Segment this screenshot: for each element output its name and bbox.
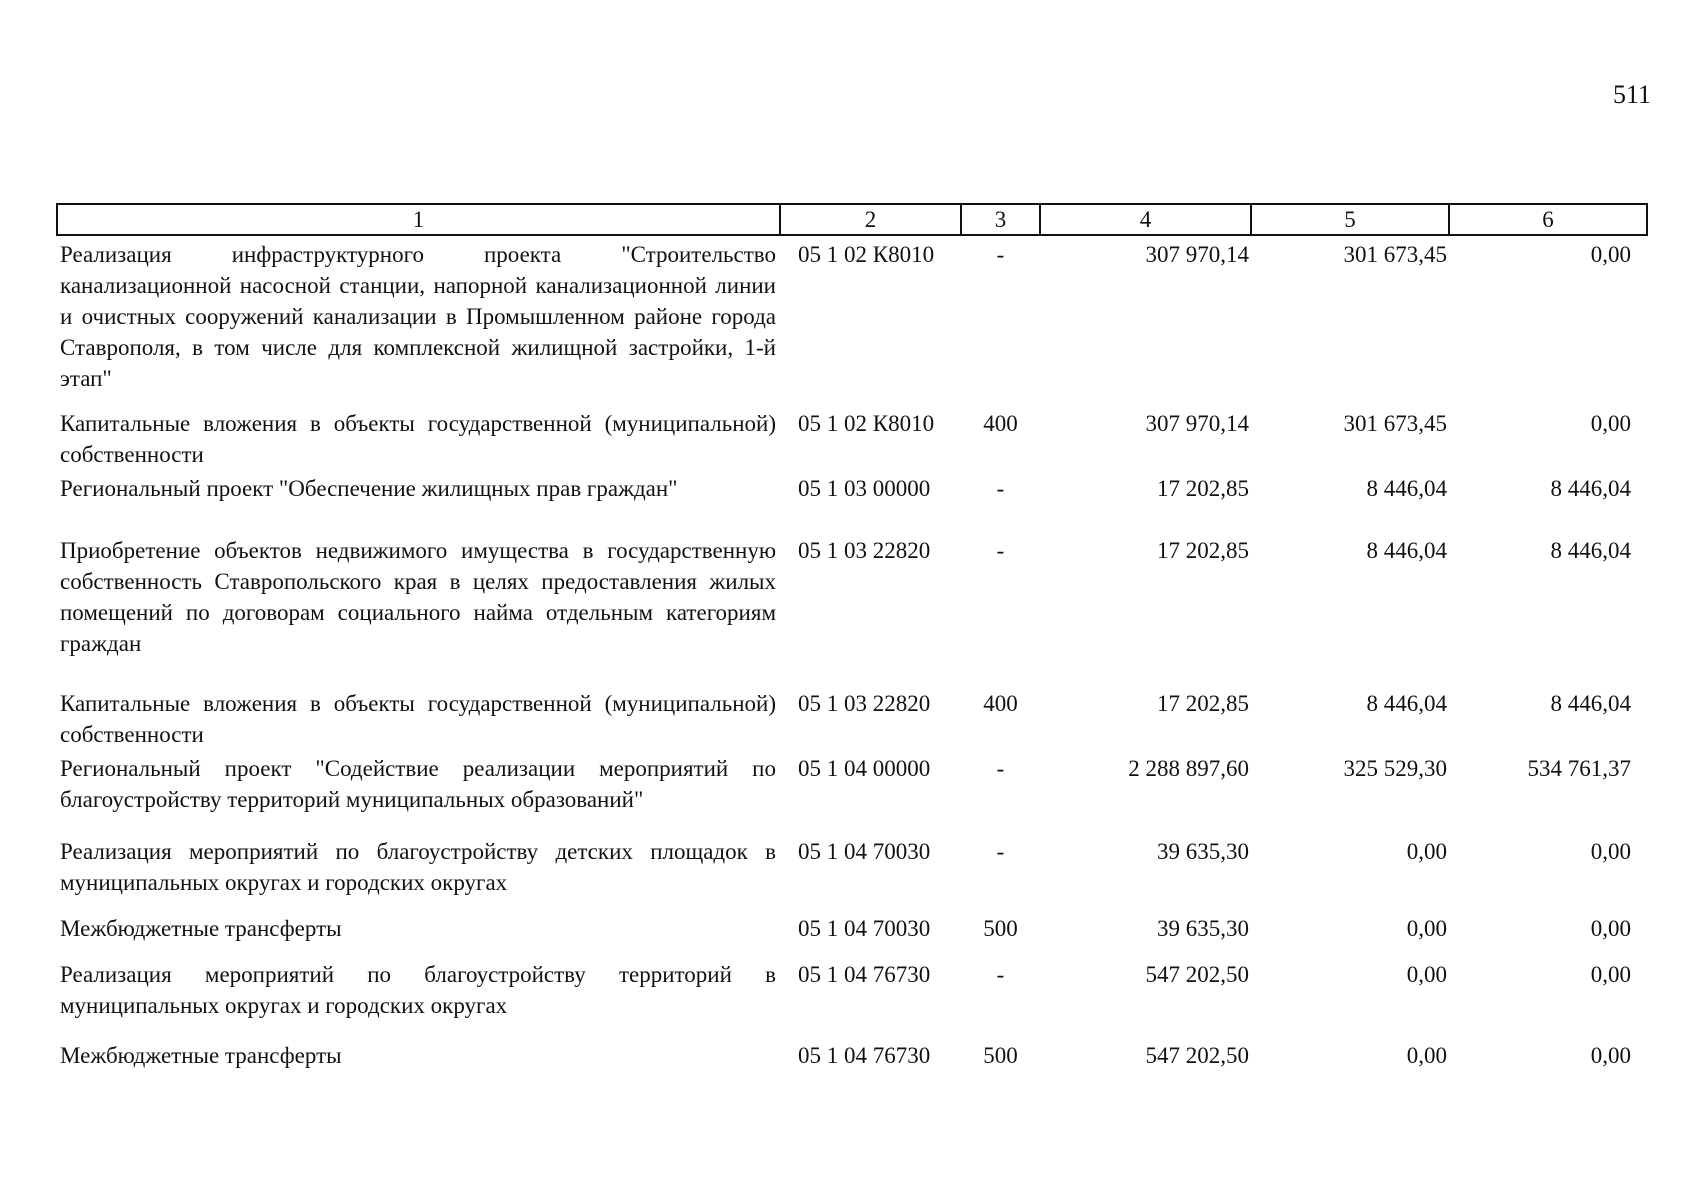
row-code: 05 1 04 70030: [798, 839, 931, 864]
table-body: [57, 235, 1647, 1080]
row-value-5: 301 673,45: [1343, 242, 1447, 267]
budget-table: [56, 203, 1648, 1080]
row-value-5: 0,00: [1406, 962, 1447, 987]
row-name: Капитальные вложения в объекты государственной (муниципальной) собственности: [60, 691, 776, 747]
row-name: Региональный проект "Обеспечение жилищных прав граждан": [60, 476, 678, 501]
row-name: Региональный проект "Содействие реализации мероприятий по благоустройству территорий муниципальных образований": [60, 756, 776, 812]
row-value-6: 8 446,04: [1550, 476, 1631, 501]
row-value-6: 8 446,04: [1550, 538, 1631, 563]
row-code: 05 1 03 00000: [798, 476, 931, 501]
table-row: [57, 956, 1647, 1037]
row-name: Межбюджетные трансферты: [60, 916, 342, 941]
row-value-4: 39 635,30: [1157, 916, 1249, 941]
table-row: [57, 235, 1647, 405]
table-row: [57, 750, 1647, 833]
row-name: Межбюджетные трансферты: [60, 1043, 342, 1068]
row-value-5: 8 446,04: [1366, 538, 1447, 563]
row-name: Приобретение объектов недвижимого имущества в государственную собственность Ставропольского края в целях предоставления жилых помещений по договорам социального найма отдельным категориям граждан: [60, 538, 776, 656]
row-name: Реализация инфраструктурного проекта "Строительство канализационной насосной станции, напорной канализационной линии и очистных сооружений канализации в Промышленном районе города Ставрополя, в том числе для комплексной жилищной застройки, 1-й этап": [60, 242, 776, 391]
row-expense-type: -: [996, 756, 1005, 781]
row-expense-type: -: [996, 839, 1005, 864]
row-expense-type: 500: [983, 1043, 1018, 1068]
header-row: [57, 204, 1647, 235]
row-value-4: 17 202,85: [1157, 538, 1249, 563]
row-value-5: 8 446,04: [1366, 476, 1447, 501]
row-code: 05 1 04 70030: [798, 916, 931, 941]
row-expense-type: 500: [983, 916, 1018, 941]
row-value-5: 0,00: [1406, 1043, 1447, 1068]
row-code: 05 1 04 00000: [798, 756, 931, 781]
table-header: [57, 204, 1647, 235]
row-code: 05 1 03 22820: [798, 691, 931, 716]
row-value-6: 0,00: [1590, 916, 1631, 941]
row-expense-type: 400: [983, 411, 1018, 436]
row-value-5: 0,00: [1406, 839, 1447, 864]
row-expense-type: -: [996, 242, 1005, 267]
row-expense-type: -: [996, 476, 1005, 501]
row-value-6: 0,00: [1590, 242, 1631, 267]
table-row: [57, 910, 1647, 956]
row-code: 05 1 03 22820: [798, 538, 931, 563]
row-value-6: 534 761,37: [1527, 756, 1631, 781]
row-value-4: 17 202,85: [1157, 691, 1249, 716]
column-header-5: 5: [1251, 204, 1449, 235]
row-name: Реализация мероприятий по благоустройству детских площадок в муниципальных округах и городских округах: [60, 839, 776, 895]
table-row: [57, 833, 1647, 910]
row-value-6: 0,00: [1590, 839, 1631, 864]
row-value-4: 547 202,50: [1145, 962, 1249, 987]
column-header-3: 3: [961, 204, 1040, 235]
table-row: [57, 405, 1647, 470]
column-header-6: 6: [1449, 204, 1647, 235]
row-value-6: 8 446,04: [1550, 691, 1631, 716]
row-value-5: 8 446,04: [1366, 691, 1447, 716]
row-value-5: 325 529,30: [1343, 756, 1447, 781]
row-code: 05 1 02 К8010: [798, 411, 935, 436]
table-row: [57, 1037, 1647, 1080]
row-value-6: 0,00: [1590, 1043, 1631, 1068]
row-value-4: 307 970,14: [1145, 242, 1249, 267]
row-value-4: 307 970,14: [1145, 411, 1249, 436]
row-value-4: 2 288 897,60: [1128, 756, 1249, 781]
table-row: [57, 532, 1647, 685]
column-header-4: 4: [1040, 204, 1251, 235]
row-name: Капитальные вложения в объекты государственной (муниципальной) собственности: [60, 411, 776, 467]
column-header-1: 1: [57, 204, 780, 235]
row-name: Реализация мероприятий по благоустройству территорий в муниципальных округах и городских округах: [60, 962, 776, 1018]
row-code: 05 1 04 76730: [798, 962, 931, 987]
row-expense-type: 400: [983, 691, 1018, 716]
row-value-6: 0,00: [1590, 962, 1631, 987]
row-value-4: 39 635,30: [1157, 839, 1249, 864]
table-row: [57, 470, 1647, 532]
row-code: 05 1 04 76730: [798, 1043, 931, 1068]
row-value-4: 547 202,50: [1145, 1043, 1249, 1068]
row-value-5: 301 673,45: [1343, 411, 1447, 436]
row-code: 05 1 02 К8010: [798, 242, 935, 267]
row-expense-type: -: [996, 538, 1005, 563]
page-number: 511: [1612, 80, 1651, 109]
row-value-6: 0,00: [1590, 411, 1631, 436]
row-value-4: 17 202,85: [1157, 476, 1249, 501]
column-header-2: 2: [780, 204, 961, 235]
row-value-5: 0,00: [1406, 916, 1447, 941]
row-expense-type: -: [996, 962, 1005, 987]
table-row: [57, 685, 1647, 750]
